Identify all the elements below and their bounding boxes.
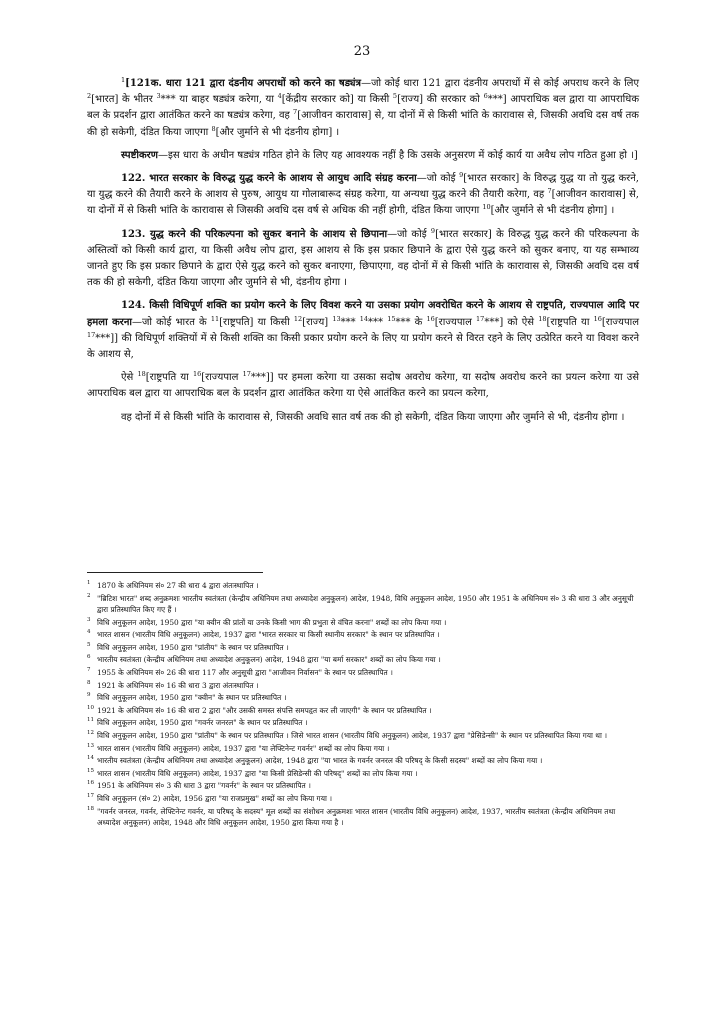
footnote-ref: 4 (277, 92, 282, 101)
footnote-number: 4 (87, 629, 91, 636)
footnote-number: 9 (87, 692, 91, 699)
section-heading: 124. किसी विधिपूर्ण शक्ति का प्रयोग करने के लिए विवश करने या उसका प्रयोग अवरोधित करने के आशय से राष्ट्रपति, राज्यपाल आदि पर हमला करना (87, 300, 639, 328)
footnote-item (87, 793, 639, 804)
footnote-text: भारत शासन (भारतीय विधि अनुकूलन) आदेश, 1937 द्वारा "भारत सरकार या किसी स्थानीय सरकार" के स्थान पर प्रतिस्थापित । (97, 630, 440, 640)
section-paragraph (87, 76, 639, 141)
footnote-text: विधि अनुकूलन (सं० 2) आदेश, 1956 द्वारा "या राजप्रमुख" शब्दों का लोप किया गया । (97, 793, 333, 803)
footnote-ref: 7 (293, 108, 298, 117)
footnote-number: 1 (87, 580, 91, 586)
section-text: [और जुर्माने से भी दंडनीय होगा] । (215, 126, 340, 138)
section-text: वह दोनों में से किसी भांति के कारावास से, जिसकी अवधि सात वर्ष तक की हो सकेगी, दंडित किया जाएगा और जुर्माने से भी, दंडनीय होगा । (121, 411, 625, 423)
footnote-text: विधि अनुकूलन आदेश, 1950 द्वारा "क्वीन" के स्थान पर प्रतिस्थापित । (97, 693, 287, 703)
footnote-ref: 14 (359, 314, 369, 323)
footnote-item (87, 692, 639, 703)
section-text: [केंद्रीय सरकार को] या किसी (281, 94, 393, 106)
footnote-divider (87, 572, 263, 573)
footnote-number: 2 (87, 592, 91, 599)
section-heading: 122. भारत सरकार के विरुद्ध युद्ध करने के आशय से आयुध आदि संग्रह करना (121, 173, 417, 185)
footnote-item (87, 642, 639, 653)
section-text: *** (340, 316, 360, 328)
footnote-text: 1955 के अधिनियम सं० 26 की धारा 117 और अनुसूची द्वारा "आजीवन निर्वासन" के स्थान पर प्रतिस्थापित । (97, 667, 393, 677)
section-text: —जो कोई (387, 228, 431, 240)
footnote-ref: 17 (476, 314, 485, 323)
footnote-ref: 12 (293, 314, 303, 323)
footnotes (87, 580, 639, 830)
footnote-item (87, 717, 639, 728)
footnote-ref: 17 (242, 370, 251, 379)
section-text: [आजीवन कारावास] से, या दोनों में से किसी भांति के कारावास से जिसकी अवधि दस वर्ष से अधिक की नहीं होगी, दंडित किया जाएगा (87, 189, 639, 217)
section-text: —जो कोई (416, 173, 460, 185)
footnote-ref: 5 (392, 92, 398, 101)
footnote-ref: 16 (426, 314, 435, 323)
footnote-item (87, 654, 639, 665)
section-paragraph (87, 298, 639, 363)
footnote-ref: 9 (430, 226, 436, 235)
section-text: —इस धारा के अधीन षड्यंत्र गठित होने के लिए यह आवश्यक नहीं है कि उसके अनुसरण में कोई कार्य या अवैध लोप गठित हुआ हो ।] (158, 149, 638, 161)
footnote-text: 1921 के अधिनियम सं० 16 की धारा 3 द्वारा अंतःस्थापित । (97, 680, 259, 690)
footnote-text: "ब्रिटिश भारत" शब्द अनुक्रमशः भारतीय स्वतंत्रता (केन्द्रीय अधिनियम तथा अध्यादेश अनुकूलन) आदेश, 1948, विधि अनुकूलन आदेश, 1950 और 1951 के अधिनियम सं० 3 की धारा 3 और अनुसूची द्वारा प्रतिस्थापित किए गए हैं । (97, 593, 634, 614)
footnote-ref: 3 (156, 92, 161, 101)
section-paragraph (87, 410, 639, 426)
footnote-ref: 1 (121, 76, 126, 84)
footnote-ref: 8 (211, 124, 216, 133)
section-text: *** या बाहर षड्यंत्र करेगा, या (160, 94, 278, 106)
section-text: [राज्यपाल (201, 372, 243, 384)
footnote-item (87, 617, 639, 628)
footnote-ref: 18 (538, 314, 547, 323)
footnote-number: 16 (87, 780, 94, 787)
footnote-number: 11 (87, 717, 94, 724)
footnote-text: 1951 के अधिनियम सं० 3 की धारा 3 द्वारा "गवर्नर" के स्थान पर प्रतिस्थापित । (97, 781, 311, 791)
section-paragraph (87, 227, 639, 292)
section-text: [राज्य] की सरकार को (397, 94, 484, 106)
section-text: —जो कोई भारत के (132, 316, 211, 328)
footnote-text: 1921 के अधिनियम सं० 16 की धारा 2 द्वारा "और उसकी समस्त संपत्ति समपहृत कर ली जाएगी" के स्थान पर प्रतिस्थापित । (97, 705, 432, 715)
section-text: ऐसे (121, 372, 138, 384)
statute-body (87, 76, 639, 433)
footnote-text: भारतीय स्वतंत्रता (केन्द्रीय अधिनियम तथा अध्यादेश अनुकूलन) आदेश, 1948 द्वारा "या बर्मा सरकार" शब्दों का लोप किया गया । (97, 655, 441, 665)
footnote-text: विधि अनुकूलन आदेश, 1950 द्वारा "प्रांतीय" के स्थान पर प्रतिस्थापित । (97, 642, 289, 652)
footnote-item (87, 806, 639, 829)
footnote-ref: 11 (210, 314, 220, 323)
section-text: [राष्ट्रपति] या किसी (219, 316, 294, 328)
footnote-ref: 9 (459, 171, 464, 180)
section-text: ***] को ऐसे (484, 316, 539, 328)
section-heading: स्पष्टीकरण (121, 149, 158, 161)
footnote-text: विधि अनुकूलन आदेश, 1950 द्वारा "या क्वीन की प्रांतों या उनके किसी भाग की प्रभुता से वंचित करना" शब्दों का लोप किया गया । (97, 617, 447, 627)
footnote-ref: 17 (87, 330, 96, 339)
footnote-ref: 7 (547, 187, 552, 196)
footnote-number: 13 (87, 742, 94, 749)
section-text: [और जुर्माने से भी दंडनीय होगा] । (490, 205, 615, 217)
footnote-number: 6 (87, 654, 91, 661)
footnote-ref: 13 (332, 314, 341, 323)
footnote-text: विधि अनुकूलन आदेश, 1950 द्वारा "प्रांतीय" के स्थान पर प्रतिस्थापित । जिसे भारत शासन (भारतीय विधि अनुकूलन) आदेश, 1937 द्वारा "प्रेसिडेन्सी" के स्थान पर प्रतिस्थापित किया गया था । (97, 730, 608, 740)
footnote-item (87, 705, 639, 716)
section-paragraph (87, 370, 639, 402)
footnote-text: "गवर्नर जनरल, गवर्नर, लेफ्टिनेन्ट गवर्नर, या परिषद् के सदस्य" मूल शब्दों का संशोधन अनुक्रमशः भारत शासन (भारतीय विधि अनुकूलन) आदेश, 1937, भारतीय स्वतंत्रता (केन्द्रीय अधिनियम तथा अध्यादेश अनुकूलन) आदेश, 1948 और विधि अनुकूलन आदेश, 1950 द्वारा किया गया है । (97, 806, 616, 827)
footnote-number: 10 (87, 704, 94, 711)
footnote-item (87, 743, 639, 754)
footnote-number: 7 (87, 666, 91, 673)
section-paragraph (87, 171, 639, 220)
footnote-text: 1870 के अधिनियम सं० 27 की धारा 4 द्वारा अंतःस्थापित । (97, 581, 259, 590)
section-text: —जो कोई धारा 121 द्वारा दंडनीय अपराधों में से कोई अपराध करने के लिए (361, 78, 639, 89)
footnote-ref: 18 (137, 370, 146, 379)
footnote-number: 3 (87, 616, 91, 623)
section-text: [राज्य] (302, 316, 333, 328)
section-text: [राष्ट्रपति या (145, 372, 193, 384)
footnote-item (87, 680, 639, 691)
footnote-number: 17 (87, 792, 94, 799)
section-text: [राज्यपाल (434, 316, 477, 328)
section-text: [भारत सरकार] के विरुद्ध युद्ध करने की परिकल्पना के अस्तित्वों को किसी कार्य द्वारा, या किसी अवैध लोप द्वारा, इस आशय से कि इस प्रकार छिपाने के द्वारा ऐसे युद्ध करने को सुकर बनाए, या यह सम्भाव्य जानते हुए कि इस प्रकार छिपाने के द्वारा ऐसे युद्ध करने को सुकर बनाएगा, छिपाएगा, वह दोनों में से किसी भांति के कारावास से, जिसकी अवधि दस वर्ष तक की हो सकेगी, दंडित किया जाएगा और जुर्माने से भी, दंडनीय होगा । (87, 228, 639, 289)
footnote-number: 18 (87, 805, 94, 812)
section-paragraph (87, 148, 639, 164)
section-heading: [121क. धारा 121 द्वारा दंडनीय अपराधों को करने का षड्यंत्र (125, 78, 362, 89)
footnote-ref: 6 (483, 92, 488, 101)
section-text: ***]] की विधिपूर्ण शक्तियों में से किसी शक्ति का किसी प्रकार प्रयोग करने के लिए या प्रयोग करने से विरत रहने के लिए उत्प्रेरित करने या विवश करने के आशय से, (87, 332, 639, 361)
footnote-item (87, 730, 639, 741)
section-heading: 123. युद्ध करने की परिकल्पना को सुकर बनाने के आशय से छिपाना (121, 228, 388, 240)
footnote-ref: 16 (192, 370, 202, 379)
footnote-item (87, 593, 639, 616)
section-text: [राष्ट्रपति या (546, 316, 594, 328)
footnote-ref: 2 (87, 92, 92, 101)
footnote-ref: 15 (387, 314, 396, 323)
footnote-ref: 10 (482, 203, 491, 212)
section-text: ***] आपराधिक बल द्वारा या आपराधिक बल के प्रदर्शन द्वारा आतंकित करने का षड्यंत्र करेगा, वह (87, 94, 639, 122)
footnote-number: 12 (87, 729, 94, 736)
footnote-ref: 16 (593, 314, 602, 323)
footnote-item (87, 768, 639, 779)
section-text: ***]] पर हमला करेगा या उसका सदोष अवरोध करेगा, या सदोष अवरोध करने का प्रयत्न करेगा या उसे आपराधिक बल द्वारा या आपराधिक बल के प्रदर्शन द्वारा आतंकित करेगा या ऐसे आतंकित करने का प्रयत्न करेगा, (87, 372, 640, 400)
footnote-text: विधि अनुकूलन आदेश, 1950 द्वारा "गवर्नर जनरल" के स्थान पर प्रतिस्थापित । (97, 718, 308, 728)
section-text: *** (368, 316, 388, 328)
page-number: 23 (353, 44, 371, 59)
footnote-number: 5 (87, 641, 91, 648)
footnote-item (87, 755, 639, 766)
footnote-number: 14 (87, 755, 94, 762)
footnote-item (87, 629, 639, 640)
section-text: [भारत सरकार] के विरुद्ध युद्ध या तो युद्ध करने, या युद्ध करने की तैयारी करने के आशय से पुरुष, आयुध या गोलाबारूद संग्रह करेगा, या अन्यथा युद्ध करने की तैयारी करेगा, वह (87, 173, 639, 201)
footnote-item (87, 780, 639, 791)
footnote-item (87, 667, 639, 678)
footnote-item (87, 580, 639, 591)
footnote-text: भारतीय स्वतंत्रता (केन्द्रीय अधिनियम तथा अध्यादेश अनुकूलन) आदेश, 1948 द्वारा "या भारत के गवर्नर जनरल की परिषद् के किसी सदस्य" शब्दों का लोप किया गया । (97, 756, 543, 766)
footnote-text: भारत शासन (भारतीय विधि अनुकूलन) आदेश, 1937 द्वारा "या किसी प्रेसिडेन्सी की परिषद्" शब्दों का लोप किया गया । (97, 768, 418, 778)
section-text: [आजीवन कारावास] से, या दोनों में से किसी भांति के कारावास से, जिसकी अवधि दस वर्ष तक की हो सकेगी, दंडित किया जाएगा (87, 110, 639, 138)
footnote-number: 15 (87, 767, 94, 774)
section-text: [भारत] के भीतर (91, 94, 157, 106)
section-text: *** के (395, 316, 427, 328)
footnote-number: 8 (87, 679, 91, 686)
footnote-text: भारत शासन (भारतीय विधि अनुकूलन) आदेश, 1937 द्वारा "या लेफ्टिनेन्ट गवर्नर" शब्दों का लोप किया गया । (97, 743, 390, 753)
section-text: [राज्यपाल (601, 316, 639, 328)
